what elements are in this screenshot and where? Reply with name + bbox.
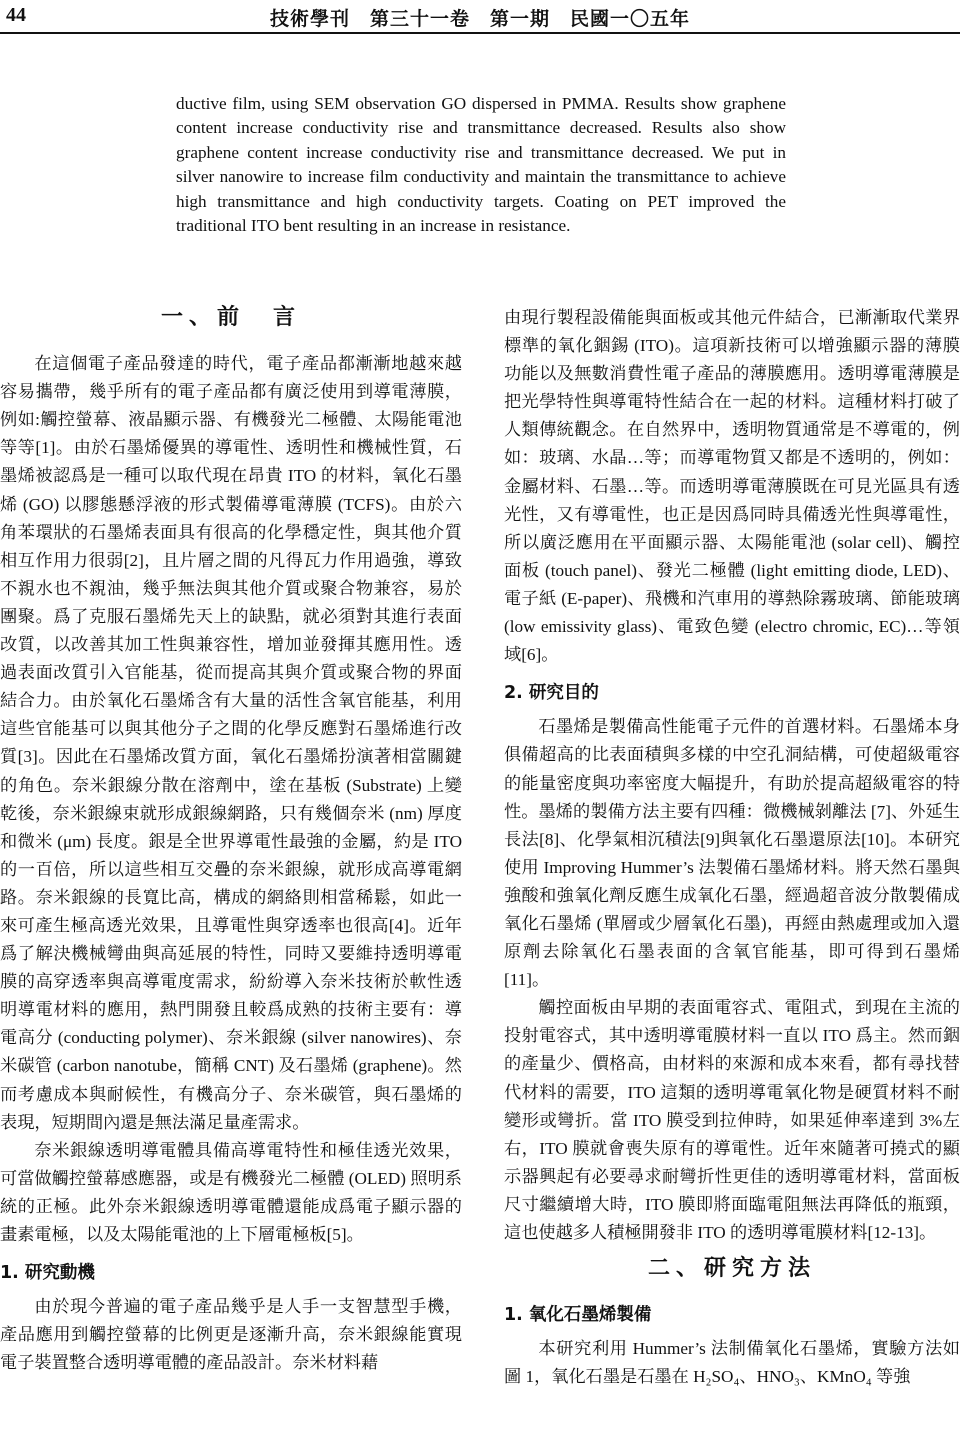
left-column [0, 296, 462, 1377]
purpose-paragraph-1: 石墨烯是製備高性能電子元件的首選材料。石墨烯本身俱備超高的比表面積與多樣的中空孔洞結構，可使超級電容的能量密度與功率密度大幅提升，有助於提高超級電容的特性。墨烯的製備方法主要有四種：微機械剝離法 [7]、外延生長法[8]、化學氣相沉積法[9]與氧化石墨還原法[10]。本研究使用 Improving Hummer’s 法製備石墨烯材料。將天然石墨與強酸和強氧化劑反應生成氧化石墨，經過超音波分散製備成氧化石墨烯 (單層或少層氧化石墨)，再經由熱處理或加入還原劑去除氧化石墨表面的含氧官能基，即可得到石墨烯[11]。 [504, 717, 960, 990]
page-number: 44 [6, 4, 26, 26]
methods-paragraph: 本研究利用 Hummer’s 法制備氧化石墨烯，實驗方法如圖 1，氧化石墨是石墨在 H₂SO₄、HNO₃、KMnO₄ 等強 [504, 1339, 960, 1387]
header-rule [0, 32, 960, 34]
page-header [0, 0, 960, 40]
section-title-methods: 二、研究方法 [647, 1256, 816, 1282]
subsection-title-motivation: 1. 研究動機 [0, 1263, 95, 1284]
subsection-title-purpose: 2. 研究目的 [504, 683, 599, 704]
right-column [504, 304, 960, 1391]
journal-title: 技術學刊 第三十一卷 第一期 民國一〇五年 [269, 9, 690, 30]
abstract-text [176, 92, 786, 238]
right-paragraph-1: 由現行製程設備能與面板或其他元件結合，已漸漸取代業界標準的氧化銦錫 (ITO)。這項新技術可以增強顯示器的薄膜功能以及無數消費性電子產品的薄膜應用。透明導電薄膜是把光學特性與導電特性結合在一起的材料。這種材料打破了人類傳統觀念。在自然界中，透明物質通常是不導電的，例如：玻璃、水晶…等；而導電物質又都是不透明的，例如：金屬材料、石墨…等。而透明導電薄膜既在可見光區具有透光性，又有導電性，也正是因爲同時具備透光性與導電性，所以廣泛應用在平面顯示器、太陽能電池 (solar cell)、觸控面板 (touch panel)、發光二極體 (light emitting diode, LED)、電子紙 (E-paper)、飛機和汽車用的導熱除霧玻璃、節能玻璃 (low emissivity glass)、電致色變 (electro chromic, EC)…等領域[6]。 [504, 308, 960, 665]
purpose-paragraph-2: 觸控面板由早期的表面電容式、電阻式，到現在主流的投射電容式，其中透明導電膜材料一直以 ITO 爲主。然而銦的產量少、價格高，由材料的來源和成本來看，都有尋找替代材料的需要，ITO 這類的透明導電氧化物是硬質材料不耐變形或彎折。當 ITO 膜受到拉伸時，如果延伸率達到 3%左右，ITO 膜就會喪失原有的導電性。近年來隨著可撓式的顯示器興起有必要尋求耐彎折性更佳的透明導電材料，當面板尺寸繼續增大時，ITO 膜即將面臨電阻無法再降低的瓶頸，這也使越多人積極開發非 ITO 的透明導電膜材料[12-13]。 [504, 998, 960, 1242]
intro-paragraph-2: 奈米銀線透明導電體具備高導電特性和極佳透光效果，可當做觸控螢幕感應器，或是有機發光二極體 (OLED) 照明系統的正極。此外奈米銀線透明導電體還能成爲電子顯示器的畫素電極，以及太陽能電池的上下層電極板[5]。 [0, 1140, 462, 1244]
subsection-title-go-prep: 1. 氧化石墨烯製備 [504, 1305, 652, 1326]
abstract-paragraph: ductive film, using SEM observation GO dispersed in PMMA. Results show graphene content increase conductivity rise and transmittance decreased. Results also show graphene content increase conductivity rise and transmittance decreased. We put in silver nanowire to increase film conductivity and maintain the transmittance to achieve high transmittance and high conductivity targets. Coating on PET improved the traditional ITO bent resulting in an increase in resistance. [176, 94, 786, 236]
motivation-paragraph: 由於現今普遍的電子產品幾乎是人手一支智慧型手機，產品應用到觸控螢幕的比例更是逐漸升高，奈米銀線能實現電子裝置整合透明導電體的產品設計。奈米材料藉 [0, 1297, 462, 1373]
intro-paragraph-1: 在這個電子產品發達的時代，電子產品都漸漸地越來越容易攜帶，幾乎所有的電子產品都有廣泛使用到導電薄膜，例如:觸控螢幕、液晶顯示器、有機發光二極體、太陽能電池等等[1]。由於石墨烯優異的導電性、透明性和機械性質，石墨烯被認爲是一種可以取代現在昂貴 ITO 的材料，氧化石墨烯 (GO) 以膠態懸浮液的形式製備導電薄膜 (TCFS)。由於六角苯環狀的石墨烯表面具有很高的化學穩定性，與其他介質相互作用力很弱[2]，且片層之間的凡得瓦力作用過強，導致不親水也不親油，幾乎無法與其他介質或聚合物兼容，易於團聚。爲了克服石墨烯先天上的缺點，就必須對其進行表面改質，以改善其加工性與兼容性，增加並發揮其應用性。透過表面改質引入官能基，從而提高其與介質或聚合物的界面結合力。由於氧化石墨烯含有大量的活性含氧官能基，利用這些官能基可以與其他分子之間的化學反應對石墨烯進行改質[3]。因此在石墨烯改質方面，氧化石墨烯扮演著相當關鍵的角色。奈米銀線分散在溶劑中，塗在基板 (Substrate) 上變乾後，奈米銀線束就形成銀線網路，只有幾個奈米 (nm) 厚度和微米 (μm) 長度。銀是全世界導電性最強的金屬，約是 ITO 的一百倍，所以這些相互交疊的奈米銀線，就形成高導電網路。奈米銀線的長寬比高，構成的網絡則相當稀鬆，如此一來可產生極高透光效果，且導電性與穿透率也很高[4]。近年爲了解決機械彎曲與高延展的特性，同時又要維持透明導電膜的高穿透率與高導電度需求，紛紛導入奈米技術於軟性透明導電材料的應用，熱門開發且較爲成熟的技術主要有：導電高分 (conducting polymer)、奈米銀線 (silver nanowires)、奈米碳管 (carbon nanotube，簡稱 CNT) 及石墨烯 (graphene)。然而考慮成本與耐候性，有機高分子、奈米碳管，與石墨烯的表現，短期間內還是無法滿足量產需求。 [0, 354, 462, 1132]
section-title-introduction: 一、前 言 [160, 305, 301, 330]
